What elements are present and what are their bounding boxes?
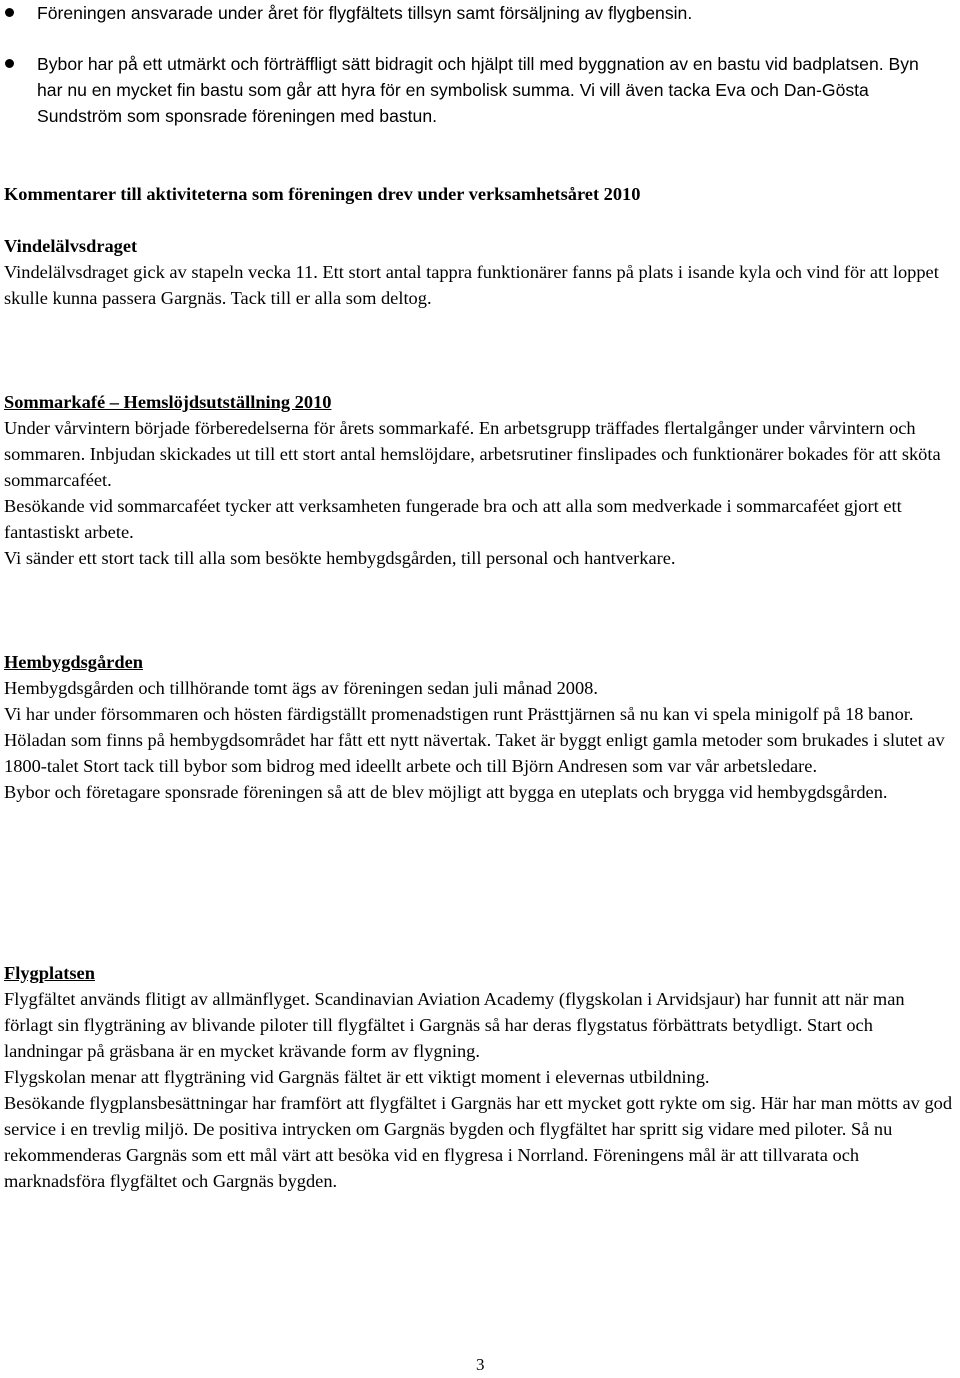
section-paragraph: Under vårvintern började förberedelserna för årets sommarkafé. En arbetsgrupp träffades flertalgånger under vårvintern och sommaren. Inbjudan skickades ut till ett stort antal hemslöjdare, arbetsrutiner finslipades och funktionärer bokades för att sköta sommarcaféet. [4, 418, 941, 490]
bullet-text: Byn har nu en mycket fin bastu som går att hyra för en symbolisk summa. [37, 54, 919, 100]
section-heading: Hembygdsgården [4, 652, 143, 672]
bullet-icon [5, 8, 14, 17]
section-paragraph: Besökande vid sommarcaféet tycker att verksamheten fungerade bra och att alla som medverkade i sommarcaféet gjort ett fantastiskt arbete. [4, 496, 902, 542]
bullet-text: Bybor har på ett utmärkt och förträffligt sätt bidragit och hjälpt till med byggnation av en bastu vid badplatsen. [37, 54, 884, 74]
page-number: 3 [476, 1355, 485, 1374]
bullet-text: Föreningen ansvarade under året för flygfältets tillsyn samt försäljning av flygbensin. [37, 3, 693, 23]
section-hembygdsgarden [4, 649, 956, 805]
section-heading: Sommarkafé – Hemslöjdsutställning 2010 [4, 392, 332, 412]
bullet-icon [5, 59, 14, 68]
section-paragraph: Bybor och företagare sponsrade föreningen så att de blev möjligt att bygga en uteplats och brygga vid hembygdsgården. [4, 782, 888, 802]
section-heading: Vindelälvsdraget [4, 236, 138, 256]
section-paragraph: Vi har under försommaren och hösten färdigställt promenadstigen runt Prästtjärnen så nu kan vi spela minigolf på 18 banor. [4, 704, 914, 724]
section-paragraph: Flygfältet används flitigt av allmänflyget. Scandinavian Aviation Academy (flygskolan i Arvidsjaur) har funnit att när man förlagt sin flygträning av blivande piloter till flygfältet i Gargnäs så har deras flygstatus förbättrats betydligt. Start och landningar på gräsbana är en mycket krävande form av flygning. [4, 989, 905, 1061]
section-paragraph: Hembygdsgården och tillhörande tomt ägs av föreningen sedan juli månad 2008. [4, 678, 598, 698]
section-vindelalvsdraget [4, 233, 956, 311]
section-flygplatsen [4, 960, 956, 1194]
section-heading: Flygplatsen [4, 963, 95, 983]
comments-heading: Kommentarer till aktiviteterna som föreningen drev under verksamhetsåret 2010 [4, 184, 641, 204]
list-item [0, 51, 932, 129]
section-text: Vindelälvsdraget gick av stapeln vecka 11. Ett stort antal tappra funktionärer fanns på plats i isande kyla och vind för att loppet skulle kunna passera Gargnäs. Tack till er alla som deltog. [4, 262, 939, 308]
section-paragraph: Vi sänder ett stort tack till alla som besökte hembygdsgården, till personal och hantverkare. [4, 548, 676, 568]
list-item [0, 0, 960, 26]
section-sommarkafe [4, 389, 956, 571]
section-paragraph: Höladan som finns på hembygdsområdet har fått ett nytt nävertak. Taket är byggt enligt gamla metoder som brukades i slutet av 1800-talet Stort tack till bybor som bidrog med ideellt arbete och till Björn Andresen som var vår arbetsledare. [4, 730, 945, 776]
section-paragraph: Flygskolan menar att flygträning vid Gargnäs fältet är ett viktigt moment i elevernas utbildning. [4, 1067, 710, 1087]
section-paragraph: Besökande flygplansbesättningar har framfört att flygfältet i Gargnäs har ett mycket gott rykte om sig. Här har man mötts av god service i en trevlig miljö. De positiva intrycken om Gargnäs bygden och flygfältet har spritt sig vidare med piloter. Så nu rekommenderas Gargnäs som ett mål värt att besöka vid en flygresa i Norrland. Föreningens mål är att tillvarata och marknadsföra flygfältet och Gargnäs bygden. [4, 1093, 953, 1191]
bullet-text: Vi vill även tacka Eva och Dan-Gösta Sundström som sponsrade föreningen med bastun. [37, 80, 869, 126]
